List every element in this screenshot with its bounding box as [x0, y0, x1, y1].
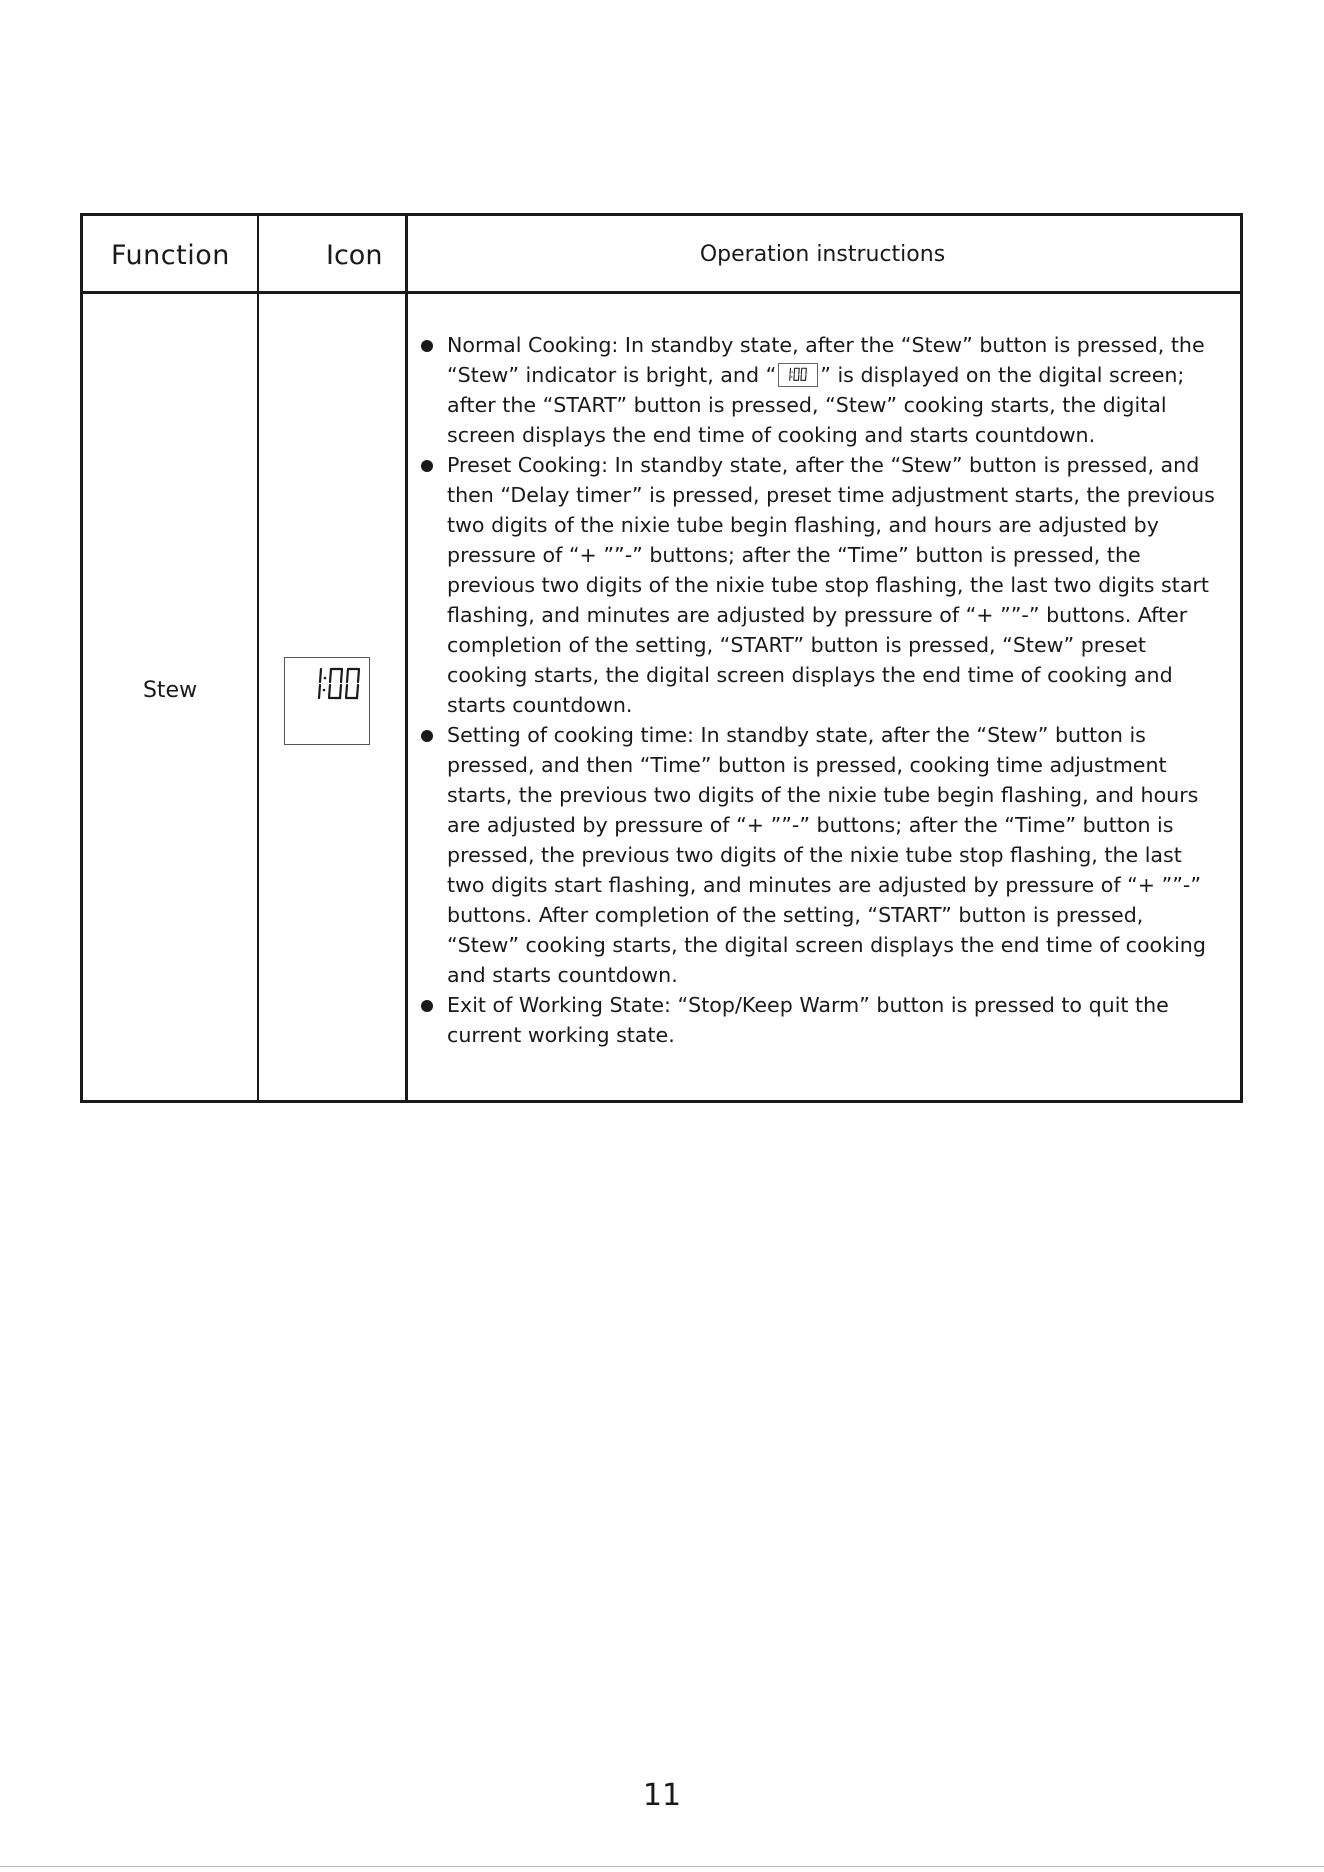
instruction-text: ” is displayed on the digital screen; after the “START” button is pressed, “Stew” cooking starts, the digital screen displays the end time of cooking and starts countdown.: [447, 363, 1185, 447]
bullet-icon: [421, 460, 433, 472]
instruction-exit-working-state: [421, 990, 1221, 1050]
lcd-display-1-00-icon: [284, 657, 370, 745]
page-number: 11: [642, 1778, 682, 1813]
instruction-setting-cooking-time: [421, 720, 1221, 990]
bullet-icon: [421, 340, 433, 352]
instruction-text: Normal Cooking: In standby state, after the “Stew” button is pressed, the “Stew” indicator is bright, and “: [447, 333, 1205, 387]
bullet-icon: [421, 730, 433, 742]
function-table: [80, 213, 1243, 1103]
footer-divider: [0, 1866, 1324, 1867]
instruction-text: Exit of Working State: “Stop/Keep Warm” button is pressed to quit the current working state.: [447, 993, 1169, 1047]
operation-instructions: [421, 330, 1221, 1050]
lcd-display-1-00-icon: [778, 363, 818, 387]
column-divider: [257, 216, 259, 1100]
header-function: Function: [111, 240, 230, 271]
header-icon: Icon: [326, 240, 383, 271]
bullet-icon: [421, 1000, 433, 1012]
function-name-stew: Stew: [142, 678, 198, 703]
header-operation-instructions: Operation instructions: [699, 242, 946, 267]
instruction-preset-cooking: [421, 450, 1221, 720]
column-divider: [405, 216, 408, 1100]
instruction-normal-cooking: [421, 330, 1221, 450]
instruction-text: Preset Cooking: In standby state, after the “Stew” button is pressed, and then “Delay timer” is pressed, preset time adjustment starts, the previous two digits of the nixie tube begin flashing, and hours are adjusted by pressure of “+ ””-” buttons; after the “Time” button is pressed, the previous two digits of the nixie tube stop flashing, the last two digits start flashing, and minutes are adjusted by pressure of “+ ””-” buttons. After completion of the setting, “START” button is pressed, “Stew” preset cooking starts, the digital screen displays the end time of cooking and starts countdown.: [447, 453, 1215, 717]
instruction-text: Setting of cooking time: In standby state, after the “Stew” button is pressed, and then “Time” button is pressed, cooking time adjustment starts, the previous two digits of the nixie tube begin flashing, and hours are adjusted by pressure of “+ ””-” buttons; after the “Time” button is pressed, the previous two digits of the nixie tube stop flashing, the last two digits start flashing, and minutes are adjusted by pressure of “+ ””-” buttons. After completion of the setting, “START” button is pressed, “Stew” cooking starts, the digital screen displays the end time of cooking and starts countdown.: [447, 723, 1206, 987]
